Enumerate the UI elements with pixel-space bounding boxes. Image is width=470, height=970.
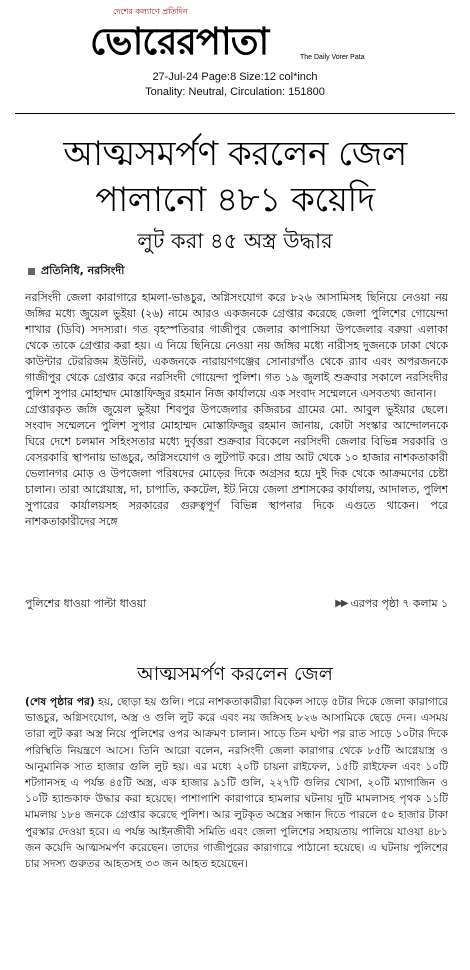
double-arrow-icon: ▶▶	[335, 598, 347, 609]
paragraph: নরসিংদী জেলা কারাগারে হামলা-ভাঙচুর, অগ্নিসংযোগ করে ৮২৬ আসামিসহ ছিনিয়ে নেওয়া নয় জঙ্গির মধ্যে জুয়েল ভুইয়া (২৬) নামে আরও একজনকে গ্রেপ্তার করেছে জেলা পুলিশের গোয়েন্দা শাখার (ডিবি) সদস্যরা। গত বৃহস্পতিবার গাজীপুর জেলার কাপাসিয়া উপজেলার বরুয়া এলাকা থেকে তাকে গ্রেপ্তার করা হয়। এ নিয়ে ছিনিয়ে নেওয়া নয় জঙ্গির মধ্যে নারীসহ দুজনকে ঢাকা থেকে কাউন্টার টেররিজম ইউনিট, একজনকে নারায়ণগঞ্জের সোনারগাঁও থেকে র‍্যাব এবং অপরজনকে গাজীপুর থেকে গ্রেপ্তার করে নরসিংদী গোয়েন্দা পুলিশ। গত ১৯ জুলাই শুক্রবার সকালে নরসিংদীর পুলিশ সুপার মোহাম্মদ মোস্তাফিজুর রহমান নিজ কার্যালয়ে এক সংবাদ সম্মেলনে এসবতথ্য জানান।	[25, 291, 448, 400]
masthead	[0, 6, 470, 66]
headline-line2: পালানো ৪৮১ কয়েদি	[95, 180, 375, 220]
paragraph: গ্রেপ্তারকৃত জঙ্গি জুয়েল ভুইয়া শিবপুর উপজেলার কজিরচর গ্রামের মো. আবুল ভুইয়ার ছেলে। সংবাদ সম্মেলনে পুলিশ সুপার মোহাম্মদ মোস্তাফিজুর রহমান জানায়, কোটা সংস্কার আন্দোলনকে ঘিরে দেশে চলমান সহিংসতার মধ্যে দুর্বৃত্তরা শুক্রবার বিকেলে নরসিংদী জেলার বিভিন্ন সরকারি ও বেসরকারি স্থাপনায় ভাঙচুর, অগ্নিসংযোগ ও লুটপাট করে। প্রায় আট থেকে ১০ হাজার নাশকতাকারী ভেলানগর মোড় ও উপজেলা পরিষদের মোড়ের দিকে অগ্রসর হয়ে দুই দিক থেকে আক্রমণের চেষ্টা চালান। তারা আগ্নেয়াস্ত্র, দা, চাপাতি, ককটেল, ইট নিয়ে জেলা প্রশাসকের কার্যালয়, আদালত, পুলিশ সুপারের কার্যালয়সহ সরকারের গুরুত্বপূর্ণ বিভিন্ন স্থাপনার দিকে এগুতে থাকেন। পরে নাশকতাকারীদের সঙ্গে	[25, 403, 448, 528]
subheadline: লুট করা ৪৫ অস্ত্র উদ্ধার	[137, 229, 333, 253]
continued-headline: আত্মসমর্পণ করলেন জেল	[137, 663, 333, 685]
continued-body	[25, 694, 448, 962]
article-last-line: পুলিশের ধাওয়া পাল্টা ধাওয়া	[25, 597, 147, 610]
divider	[15, 113, 455, 114]
newspaper-logo: ভোরেরপাতা	[90, 19, 269, 63]
continued-text: হয়, ছোড়া হয় গুলি। পরে নাশকতাকারীরা বিকেল সাড়ে ৫টার দিকে জেলা কারাগারে ভাঙচুর, অগ্নিসংযোগ, অস্ত্র ও গুলি লুট করে এবং নয় জঙ্গিসহ ৮২৬ আসামিকে ছেড়ে দেন। এসময় তারা লুট করা অস্ত্র নিয়ে পুলিশের ওপর আক্রমণ চালান। সাড়ে তিন ঘণ্টা পর রাত সাড়ে ১০টার দিকে পরিস্থিতি নিয়ন্ত্রণে আসে। তিনি আরো বলেন, নরসিংদী জেলা কারাগার থেকে ৮৫টি আগ্নেয়াস্ত্র ও আনুমানিক সাত হাজার গুলি লুট হয়। এর মধ্যে ২০টি চায়না রাইফেল, ১৫টি রাইফেল এবং ১০টি শটগানসহ এ পর্যন্ত ৪৫টি অস্ত্র, এক হাজার ৯১টি গুলি, ২২৭টি গুলির খোসা, ২০টি ম্যাগাজিন ও ১০টি হ্যান্ডকাফ উদ্ধার করা হয়েছে। পাশাপাশি কারাগারে হামলার ঘটনায় দুটি মামলাসহ পৃথক ১১টি মামলায় ১৮৪ জনকে গ্রেপ্তার করেছে পুলিশ। আর লুটকৃত অস্ত্রের সন্ধান দিতে পারলে ৫০ হাজার টাকা পুরস্কার দেওয়া হবে। এ পর্যন্ত আইনজীবী সমিতি এবং জেলা পুলিশের সহায়তায় পালিয়ে যাওয়া ৪৮১ জন কয়েদি আত্মসমর্পণ করেছেন। তাদের গাজীপুরের কারাগারে পাঠানো হয়েছে। এ ঘটনায় পুলিশের চার সদস্য গুরুতর আহতসহ ৩৩ জন আহত হয়েছেন।	[25, 696, 448, 871]
article-body	[25, 290, 448, 614]
paragraph	[25, 694, 448, 872]
clip-metadata-line1: 27-Jul-24 Page:8 Size:12 col*inch	[152, 71, 318, 83]
clip-metadata-line2: Tonality: Neutral, Circulation: 151800	[145, 86, 325, 98]
continued-lead: (শেষ পৃষ্ঠার পর)	[25, 696, 95, 708]
masthead-tagline: দেশের কল্যাণে প্রতিদিন	[113, 7, 188, 16]
byline	[28, 262, 124, 281]
continuation-row	[25, 596, 448, 613]
byline-text: প্রতিনিধি, নরসিংদী	[41, 264, 125, 277]
headline-line1: আত্মসমর্পণ করলেন জেল	[63, 134, 407, 174]
continuation-text: এরপর পৃষ্ঠা ৭ কলাম ১	[350, 597, 448, 610]
masthead-subtitle: The Daily Vorer Pata	[300, 54, 365, 61]
continuation-note	[335, 596, 448, 612]
square-bullet-icon	[28, 268, 35, 275]
